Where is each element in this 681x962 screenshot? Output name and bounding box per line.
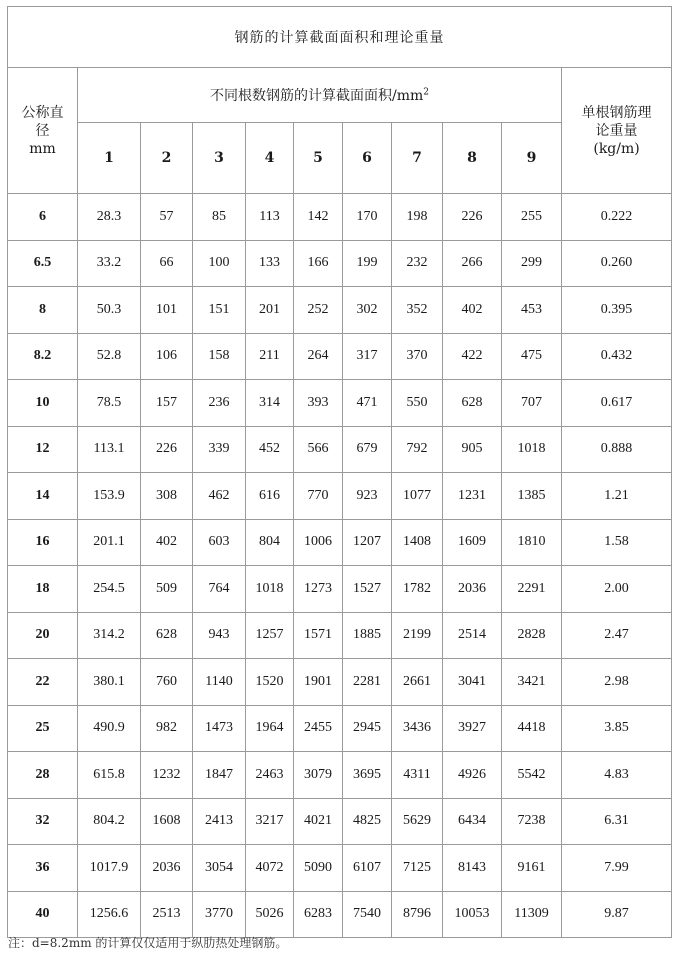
table-row	[8, 752, 672, 799]
cell-weight: 3.85	[562, 705, 672, 752]
table-row	[8, 287, 672, 334]
header-diameter	[8, 68, 78, 194]
cell-area: 402	[141, 519, 193, 566]
cell-area: 57	[141, 194, 193, 241]
cell-area: 453	[502, 287, 562, 334]
cell-area: 113.1	[78, 426, 141, 473]
rebar-table	[7, 6, 672, 938]
cell-area: 8796	[392, 891, 443, 938]
cell-area: 1473	[193, 705, 246, 752]
cell-area: 339	[193, 426, 246, 473]
cell-area: 5026	[246, 891, 294, 938]
table-row	[8, 659, 672, 706]
cell-area: 1140	[193, 659, 246, 706]
cell-area: 166	[294, 240, 343, 287]
cell-area: 299	[502, 240, 562, 287]
table-row	[8, 426, 672, 473]
cell-area: 1018	[246, 566, 294, 613]
cell-area: 475	[502, 333, 562, 380]
table-row	[8, 612, 672, 659]
cell-diameter: 16	[8, 519, 78, 566]
table-row	[8, 519, 672, 566]
cell-area: 422	[443, 333, 502, 380]
cell-area: 199	[343, 240, 392, 287]
cell-weight: 0.432	[562, 333, 672, 380]
cell-area: 66	[141, 240, 193, 287]
header-count: 5	[294, 123, 343, 194]
table-row	[8, 891, 672, 938]
table-row	[8, 705, 672, 752]
cell-area: 923	[343, 473, 392, 520]
table-row	[8, 845, 672, 892]
header-count: 2	[141, 123, 193, 194]
cell-area: 5629	[392, 798, 443, 845]
header-weight	[562, 68, 672, 194]
cell-area: 255	[502, 194, 562, 241]
cell-area: 3436	[392, 705, 443, 752]
cell-area: 3217	[246, 798, 294, 845]
cell-area: 28.3	[78, 194, 141, 241]
cell-weight: 4.83	[562, 752, 672, 799]
cell-area: 471	[343, 380, 392, 427]
header-count: 7	[392, 123, 443, 194]
cell-area: 1207	[343, 519, 392, 566]
cell-area: 1256.6	[78, 891, 141, 938]
cell-weight: 2.00	[562, 566, 672, 613]
header-area	[78, 68, 562, 123]
cell-area: 1006	[294, 519, 343, 566]
cell-area: 3770	[193, 891, 246, 938]
cell-weight: 0.395	[562, 287, 672, 334]
cell-area: 603	[193, 519, 246, 566]
cell-area: 5542	[502, 752, 562, 799]
cell-weight: 1.58	[562, 519, 672, 566]
cell-area: 628	[141, 612, 193, 659]
cell-area: 236	[193, 380, 246, 427]
cell-area: 264	[294, 333, 343, 380]
cell-area: 679	[343, 426, 392, 473]
cell-area: 11309	[502, 891, 562, 938]
cell-area: 1077	[392, 473, 443, 520]
cell-area: 201	[246, 287, 294, 334]
cell-area: 1408	[392, 519, 443, 566]
cell-area: 157	[141, 380, 193, 427]
cell-area: 1609	[443, 519, 502, 566]
table-row	[8, 566, 672, 613]
cell-area: 50.3	[78, 287, 141, 334]
cell-area: 1273	[294, 566, 343, 613]
cell-area: 52.8	[78, 333, 141, 380]
header-count: 8	[443, 123, 502, 194]
cell-diameter: 6	[8, 194, 78, 241]
cell-area: 370	[392, 333, 443, 380]
cell-area: 6283	[294, 891, 343, 938]
cell-area: 550	[392, 380, 443, 427]
cell-area: 211	[246, 333, 294, 380]
cell-diameter: 6.5	[8, 240, 78, 287]
cell-area: 6434	[443, 798, 502, 845]
cell-area: 804	[246, 519, 294, 566]
cell-diameter: 40	[8, 891, 78, 938]
cell-area: 490.9	[78, 705, 141, 752]
cell-area: 1885	[343, 612, 392, 659]
header-weight-unit: (kg/m)	[593, 140, 640, 157]
cell-weight: 0.222	[562, 194, 672, 241]
cell-diameter: 12	[8, 426, 78, 473]
cell-area: 302	[343, 287, 392, 334]
cell-area: 402	[443, 287, 502, 334]
cell-area: 1901	[294, 659, 343, 706]
cell-area: 452	[246, 426, 294, 473]
cell-area: 982	[141, 705, 193, 752]
cell-area: 4926	[443, 752, 502, 799]
cell-area: 2291	[502, 566, 562, 613]
cell-weight: 6.31	[562, 798, 672, 845]
cell-area: 1017.9	[78, 845, 141, 892]
cell-area: 142	[294, 194, 343, 241]
cell-area: 308	[141, 473, 193, 520]
header-area-sup: 2	[423, 87, 429, 98]
cell-area: 707	[502, 380, 562, 427]
cell-area: 380.1	[78, 659, 141, 706]
rebar-table-sheet	[7, 6, 671, 938]
table-row	[8, 380, 672, 427]
cell-area: 1527	[343, 566, 392, 613]
cell-area: 509	[141, 566, 193, 613]
cell-area: 8143	[443, 845, 502, 892]
cell-area: 198	[392, 194, 443, 241]
cell-area: 106	[141, 333, 193, 380]
cell-weight: 0.888	[562, 426, 672, 473]
cell-area: 3695	[343, 752, 392, 799]
cell-area: 2036	[141, 845, 193, 892]
header-count: 9	[502, 123, 562, 194]
cell-weight: 7.99	[562, 845, 672, 892]
cell-diameter: 14	[8, 473, 78, 520]
cell-area: 9161	[502, 845, 562, 892]
cell-area: 314	[246, 380, 294, 427]
cell-area: 4072	[246, 845, 294, 892]
cell-diameter: 8.2	[8, 333, 78, 380]
table-row	[8, 194, 672, 241]
cell-area: 254.5	[78, 566, 141, 613]
cell-area: 566	[294, 426, 343, 473]
table-title: 钢筋的计算截面面积和理论重量	[8, 7, 672, 68]
cell-area: 1232	[141, 752, 193, 799]
cell-area: 85	[193, 194, 246, 241]
cell-area: 804.2	[78, 798, 141, 845]
cell-weight: 1.21	[562, 473, 672, 520]
cell-area: 1810	[502, 519, 562, 566]
cell-area: 10053	[443, 891, 502, 938]
cell-area: 78.5	[78, 380, 141, 427]
header-area-label: 不同根数钢筋的计算截面面积/mm	[209, 88, 424, 104]
cell-area: 232	[392, 240, 443, 287]
cell-area: 5090	[294, 845, 343, 892]
header-diameter-unit: mm	[29, 140, 56, 157]
cell-diameter: 28	[8, 752, 78, 799]
cell-area: 2455	[294, 705, 343, 752]
cell-area: 1231	[443, 473, 502, 520]
cell-area: 615.8	[78, 752, 141, 799]
cell-area: 158	[193, 333, 246, 380]
cell-area: 462	[193, 473, 246, 520]
cell-diameter: 18	[8, 566, 78, 613]
cell-area: 266	[443, 240, 502, 287]
cell-area: 792	[392, 426, 443, 473]
header-diameter-line2: 径	[35, 122, 50, 139]
header-count: 6	[343, 123, 392, 194]
cell-area: 393	[294, 380, 343, 427]
cell-diameter: 32	[8, 798, 78, 845]
cell-area: 760	[141, 659, 193, 706]
cell-area: 7125	[392, 845, 443, 892]
cell-area: 616	[246, 473, 294, 520]
cell-area: 7238	[502, 798, 562, 845]
cell-weight: 0.617	[562, 380, 672, 427]
cell-diameter: 20	[8, 612, 78, 659]
cell-area: 3927	[443, 705, 502, 752]
cell-area: 770	[294, 473, 343, 520]
cell-diameter: 8	[8, 287, 78, 334]
cell-area: 2036	[443, 566, 502, 613]
cell-area: 113	[246, 194, 294, 241]
footnote: 注：d=8.2mm 的计算仅仅适用于纵肋热处理钢筋。	[8, 936, 288, 950]
cell-area: 2413	[193, 798, 246, 845]
header-count: 4	[246, 123, 294, 194]
cell-area: 6107	[343, 845, 392, 892]
cell-diameter: 10	[8, 380, 78, 427]
cell-area: 1385	[502, 473, 562, 520]
cell-area: 151	[193, 287, 246, 334]
cell-area: 3041	[443, 659, 502, 706]
cell-diameter: 36	[8, 845, 78, 892]
cell-area: 3079	[294, 752, 343, 799]
cell-weight: 9.87	[562, 891, 672, 938]
cell-area: 764	[193, 566, 246, 613]
cell-area: 905	[443, 426, 502, 473]
cell-area: 226	[141, 426, 193, 473]
cell-area: 4311	[392, 752, 443, 799]
cell-area: 252	[294, 287, 343, 334]
cell-area: 628	[443, 380, 502, 427]
cell-area: 2661	[392, 659, 443, 706]
cell-area: 317	[343, 333, 392, 380]
cell-area: 1782	[392, 566, 443, 613]
header-weight-line2: 论重量	[595, 122, 638, 139]
cell-weight: 2.47	[562, 612, 672, 659]
cell-area: 101	[141, 287, 193, 334]
cell-weight: 0.260	[562, 240, 672, 287]
cell-area: 4021	[294, 798, 343, 845]
cell-area: 2199	[392, 612, 443, 659]
cell-diameter: 25	[8, 705, 78, 752]
header-weight-line1: 单根钢筋理	[581, 104, 652, 121]
header-diameter-line1: 公称直	[21, 104, 64, 121]
cell-area: 1257	[246, 612, 294, 659]
cell-weight: 2.98	[562, 659, 672, 706]
cell-area: 3054	[193, 845, 246, 892]
table-row	[8, 240, 672, 287]
cell-area: 943	[193, 612, 246, 659]
cell-area: 314.2	[78, 612, 141, 659]
cell-area: 33.2	[78, 240, 141, 287]
cell-area: 2463	[246, 752, 294, 799]
header-count: 1	[78, 123, 141, 194]
cell-area: 226	[443, 194, 502, 241]
table-row	[8, 798, 672, 845]
cell-area: 201.1	[78, 519, 141, 566]
cell-area: 1018	[502, 426, 562, 473]
table-row	[8, 473, 672, 520]
cell-area: 1608	[141, 798, 193, 845]
header-count: 3	[193, 123, 246, 194]
cell-area: 1520	[246, 659, 294, 706]
cell-area: 100	[193, 240, 246, 287]
cell-area: 1847	[193, 752, 246, 799]
cell-area: 2281	[343, 659, 392, 706]
cell-diameter: 22	[8, 659, 78, 706]
cell-area: 2514	[443, 612, 502, 659]
cell-area: 170	[343, 194, 392, 241]
table-row	[8, 333, 672, 380]
cell-area: 2828	[502, 612, 562, 659]
cell-area: 3421	[502, 659, 562, 706]
cell-area: 4825	[343, 798, 392, 845]
cell-area: 133	[246, 240, 294, 287]
cell-area: 2945	[343, 705, 392, 752]
cell-area: 352	[392, 287, 443, 334]
cell-area: 4418	[502, 705, 562, 752]
cell-area: 7540	[343, 891, 392, 938]
cell-area: 2513	[141, 891, 193, 938]
cell-area: 1964	[246, 705, 294, 752]
cell-area: 1571	[294, 612, 343, 659]
cell-area: 153.9	[78, 473, 141, 520]
